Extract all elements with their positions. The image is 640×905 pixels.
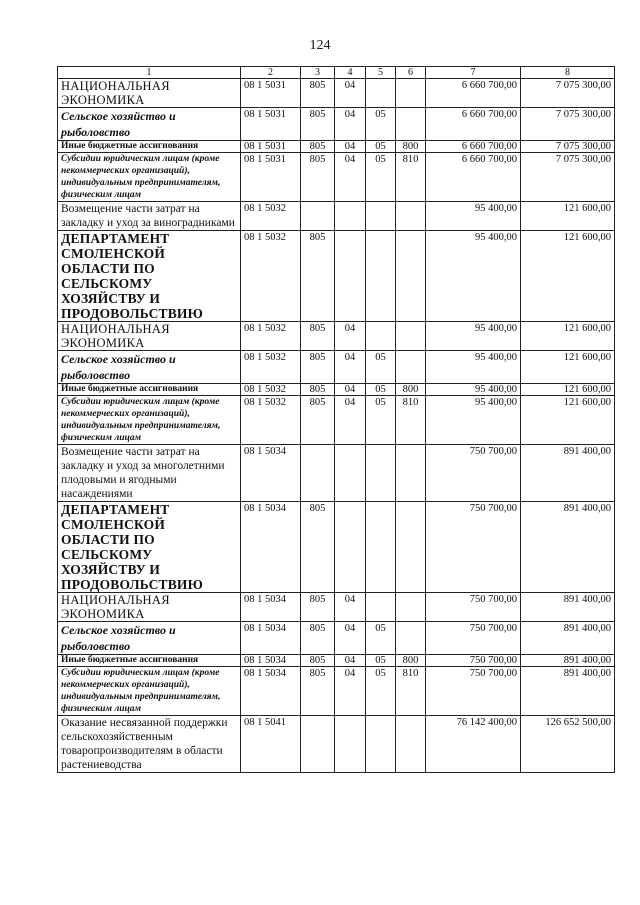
amount-col-7: 750 700,00	[426, 667, 521, 716]
section-code: 04	[335, 384, 366, 396]
amount-col-7: 76 142 400,00	[426, 716, 521, 773]
expense-type-code	[396, 108, 426, 141]
table-row	[58, 202, 615, 231]
amount-col-8: 7 075 300,00	[521, 153, 615, 202]
target-article-code: 08 1 5034	[241, 667, 301, 716]
expense-type-code	[396, 202, 426, 231]
subsection-code: 05	[366, 108, 396, 141]
amount-col-7: 95 400,00	[426, 351, 521, 384]
section-code	[335, 231, 366, 322]
row-name: Оказание несвязанной поддержки сельскохозяйственным товаропроизводителям в области растениеводства	[58, 716, 241, 773]
amount-col-7: 750 700,00	[426, 655, 521, 667]
table-row	[58, 141, 615, 153]
ministry-code: 805	[301, 351, 335, 384]
amount-col-8: 121 600,00	[521, 322, 615, 351]
row-name: Возмещение части затрат на закладку и уход за многолетними плодовыми и ягодными насаждениями	[58, 445, 241, 502]
section-code: 04	[335, 141, 366, 153]
row-name: Иные бюджетные ассигнования	[58, 141, 241, 153]
ministry-code: 805	[301, 231, 335, 322]
section-code: 04	[335, 79, 366, 108]
subsection-code	[366, 716, 396, 773]
table-row	[58, 322, 615, 351]
expense-type-code	[396, 351, 426, 384]
amount-col-7: 6 660 700,00	[426, 153, 521, 202]
ministry-code: 805	[301, 593, 335, 622]
row-name: НАЦИОНАЛЬНАЯ ЭКОНОМИКА	[58, 593, 241, 622]
section-code: 04	[335, 322, 366, 351]
subsection-code: 05	[366, 655, 396, 667]
amount-col-8: 7 075 300,00	[521, 108, 615, 141]
row-name: Сельское хозяйство и рыболовство	[58, 108, 241, 141]
table-row	[58, 384, 615, 396]
ministry-code	[301, 716, 335, 773]
amount-col-7: 95 400,00	[426, 396, 521, 445]
subsection-code	[366, 593, 396, 622]
section-code: 04	[335, 622, 366, 655]
expense-type-code: 800	[396, 141, 426, 153]
row-name: Субсидии юридическим лицам (кроме некоммерческих организаций), индивидуальным предпринимателям, физическим лицам	[58, 667, 241, 716]
subsection-code	[366, 79, 396, 108]
amount-col-8: 121 600,00	[521, 351, 615, 384]
table-row	[58, 108, 615, 141]
subsection-code: 05	[366, 153, 396, 202]
amount-col-8: 891 400,00	[521, 445, 615, 502]
row-name: Субсидии юридическим лицам (кроме некоммерческих организаций), индивидуальным предпринимателям, физическим лицам	[58, 396, 241, 445]
section-code: 04	[335, 667, 366, 716]
section-code	[335, 716, 366, 773]
subsection-code	[366, 322, 396, 351]
target-article-code: 08 1 5034	[241, 502, 301, 593]
target-article-code: 08 1 5034	[241, 445, 301, 502]
budget-table	[57, 66, 615, 773]
target-article-code: 08 1 5034	[241, 655, 301, 667]
ministry-code: 805	[301, 502, 335, 593]
ministry-code: 805	[301, 108, 335, 141]
amount-col-8: 7 075 300,00	[521, 79, 615, 108]
row-name: Иные бюджетные ассигнования	[58, 384, 241, 396]
column-header: 2	[241, 67, 301, 79]
section-code: 04	[335, 108, 366, 141]
amount-col-7: 6 660 700,00	[426, 79, 521, 108]
expense-type-code	[396, 79, 426, 108]
amount-col-7: 750 700,00	[426, 622, 521, 655]
ministry-code: 805	[301, 153, 335, 202]
amount-col-7: 95 400,00	[426, 231, 521, 322]
subsection-code: 05	[366, 384, 396, 396]
amount-col-8: 121 600,00	[521, 231, 615, 322]
subsection-code: 05	[366, 622, 396, 655]
amount-col-8: 891 400,00	[521, 593, 615, 622]
row-name: Сельское хозяйство и рыболовство	[58, 351, 241, 384]
amount-col-7: 95 400,00	[426, 384, 521, 396]
expense-type-code	[396, 322, 426, 351]
expense-type-code: 810	[396, 396, 426, 445]
target-article-code: 08 1 5032	[241, 384, 301, 396]
subsection-code: 05	[366, 396, 396, 445]
subsection-code: 05	[366, 667, 396, 716]
ministry-code: 805	[301, 667, 335, 716]
ministry-code: 805	[301, 655, 335, 667]
subsection-code	[366, 202, 396, 231]
amount-col-7: 95 400,00	[426, 202, 521, 231]
amount-col-8: 891 400,00	[521, 667, 615, 716]
amount-col-8: 126 652 500,00	[521, 716, 615, 773]
target-article-code: 08 1 5031	[241, 108, 301, 141]
target-article-code: 08 1 5031	[241, 141, 301, 153]
row-name: Сельское хозяйство и рыболовство	[58, 622, 241, 655]
table-row	[58, 593, 615, 622]
table-row	[58, 502, 615, 593]
amount-col-7: 95 400,00	[426, 322, 521, 351]
amount-col-8: 891 400,00	[521, 502, 615, 593]
amount-col-7: 750 700,00	[426, 445, 521, 502]
row-name: Субсидии юридическим лицам (кроме некоммерческих организаций), индивидуальным предпринимателям, физическим лицам	[58, 153, 241, 202]
ministry-code: 805	[301, 622, 335, 655]
table-body	[58, 79, 615, 773]
target-article-code: 08 1 5034	[241, 593, 301, 622]
target-article-code: 08 1 5031	[241, 79, 301, 108]
table-row	[58, 622, 615, 655]
table-row	[58, 667, 615, 716]
amount-col-7: 6 660 700,00	[426, 141, 521, 153]
row-name: ДЕПАРТАМЕНТ СМОЛЕНСКОЙ ОБЛАСТИ ПО СЕЛЬСКОМУ ХОЗЯЙСТВУ И ПРОДОВОЛЬСТВИЮ	[58, 502, 241, 593]
subsection-code: 05	[366, 141, 396, 153]
column-header: 8	[521, 67, 615, 79]
column-header: 5	[366, 67, 396, 79]
ministry-code: 805	[301, 79, 335, 108]
amount-col-7: 750 700,00	[426, 502, 521, 593]
row-name: ДЕПАРТАМЕНТ СМОЛЕНСКОЙ ОБЛАСТИ ПО СЕЛЬСКОМУ ХОЗЯЙСТВУ И ПРОДОВОЛЬСТВИЮ	[58, 231, 241, 322]
table-row	[58, 79, 615, 108]
column-header: 3	[301, 67, 335, 79]
ministry-code: 805	[301, 141, 335, 153]
expense-type-code	[396, 231, 426, 322]
section-code	[335, 502, 366, 593]
row-name: Иные бюджетные ассигнования	[58, 655, 241, 667]
table-row	[58, 351, 615, 384]
amount-col-8: 7 075 300,00	[521, 141, 615, 153]
table-row	[58, 655, 615, 667]
ministry-code: 805	[301, 322, 335, 351]
expense-type-code	[396, 593, 426, 622]
table-header-row	[58, 67, 615, 79]
column-header: 4	[335, 67, 366, 79]
expense-type-code: 810	[396, 153, 426, 202]
table-row	[58, 396, 615, 445]
section-code	[335, 445, 366, 502]
target-article-code: 08 1 5032	[241, 202, 301, 231]
column-header: 7	[426, 67, 521, 79]
section-code: 04	[335, 153, 366, 202]
expense-type-code: 810	[396, 667, 426, 716]
column-header: 1	[58, 67, 241, 79]
table-row	[58, 153, 615, 202]
target-article-code: 08 1 5032	[241, 396, 301, 445]
table-row	[58, 445, 615, 502]
page-number: 124	[309, 38, 331, 53]
amount-col-8: 121 600,00	[521, 202, 615, 231]
section-code: 04	[335, 396, 366, 445]
amount-col-8: 121 600,00	[521, 396, 615, 445]
expense-type-code	[396, 716, 426, 773]
table-row	[58, 716, 615, 773]
target-article-code: 08 1 5031	[241, 153, 301, 202]
subsection-code	[366, 445, 396, 502]
amount-col-8: 121 600,00	[521, 384, 615, 396]
ministry-code: 805	[301, 384, 335, 396]
row-name: Возмещение части затрат на закладку и уход за виноградниками	[58, 202, 241, 231]
row-name: НАЦИОНАЛЬНАЯ ЭКОНОМИКА	[58, 79, 241, 108]
ministry-code: 805	[301, 396, 335, 445]
amount-col-8: 891 400,00	[521, 622, 615, 655]
column-header: 6	[396, 67, 426, 79]
section-code: 04	[335, 351, 366, 384]
subsection-code	[366, 231, 396, 322]
amount-col-8: 891 400,00	[521, 655, 615, 667]
ministry-code	[301, 202, 335, 231]
row-name: НАЦИОНАЛЬНАЯ ЭКОНОМИКА	[58, 322, 241, 351]
table-row	[58, 231, 615, 322]
section-code: 04	[335, 593, 366, 622]
amount-col-7: 6 660 700,00	[426, 108, 521, 141]
target-article-code: 08 1 5032	[241, 351, 301, 384]
amount-col-7: 750 700,00	[426, 593, 521, 622]
expense-type-code: 800	[396, 384, 426, 396]
target-article-code: 08 1 5034	[241, 622, 301, 655]
subsection-code: 05	[366, 351, 396, 384]
target-article-code: 08 1 5041	[241, 716, 301, 773]
section-code	[335, 202, 366, 231]
expense-type-code: 800	[396, 655, 426, 667]
section-code: 04	[335, 655, 366, 667]
target-article-code: 08 1 5032	[241, 231, 301, 322]
subsection-code	[366, 502, 396, 593]
ministry-code	[301, 445, 335, 502]
expense-type-code	[396, 622, 426, 655]
expense-type-code	[396, 502, 426, 593]
expense-type-code	[396, 445, 426, 502]
target-article-code: 08 1 5032	[241, 322, 301, 351]
